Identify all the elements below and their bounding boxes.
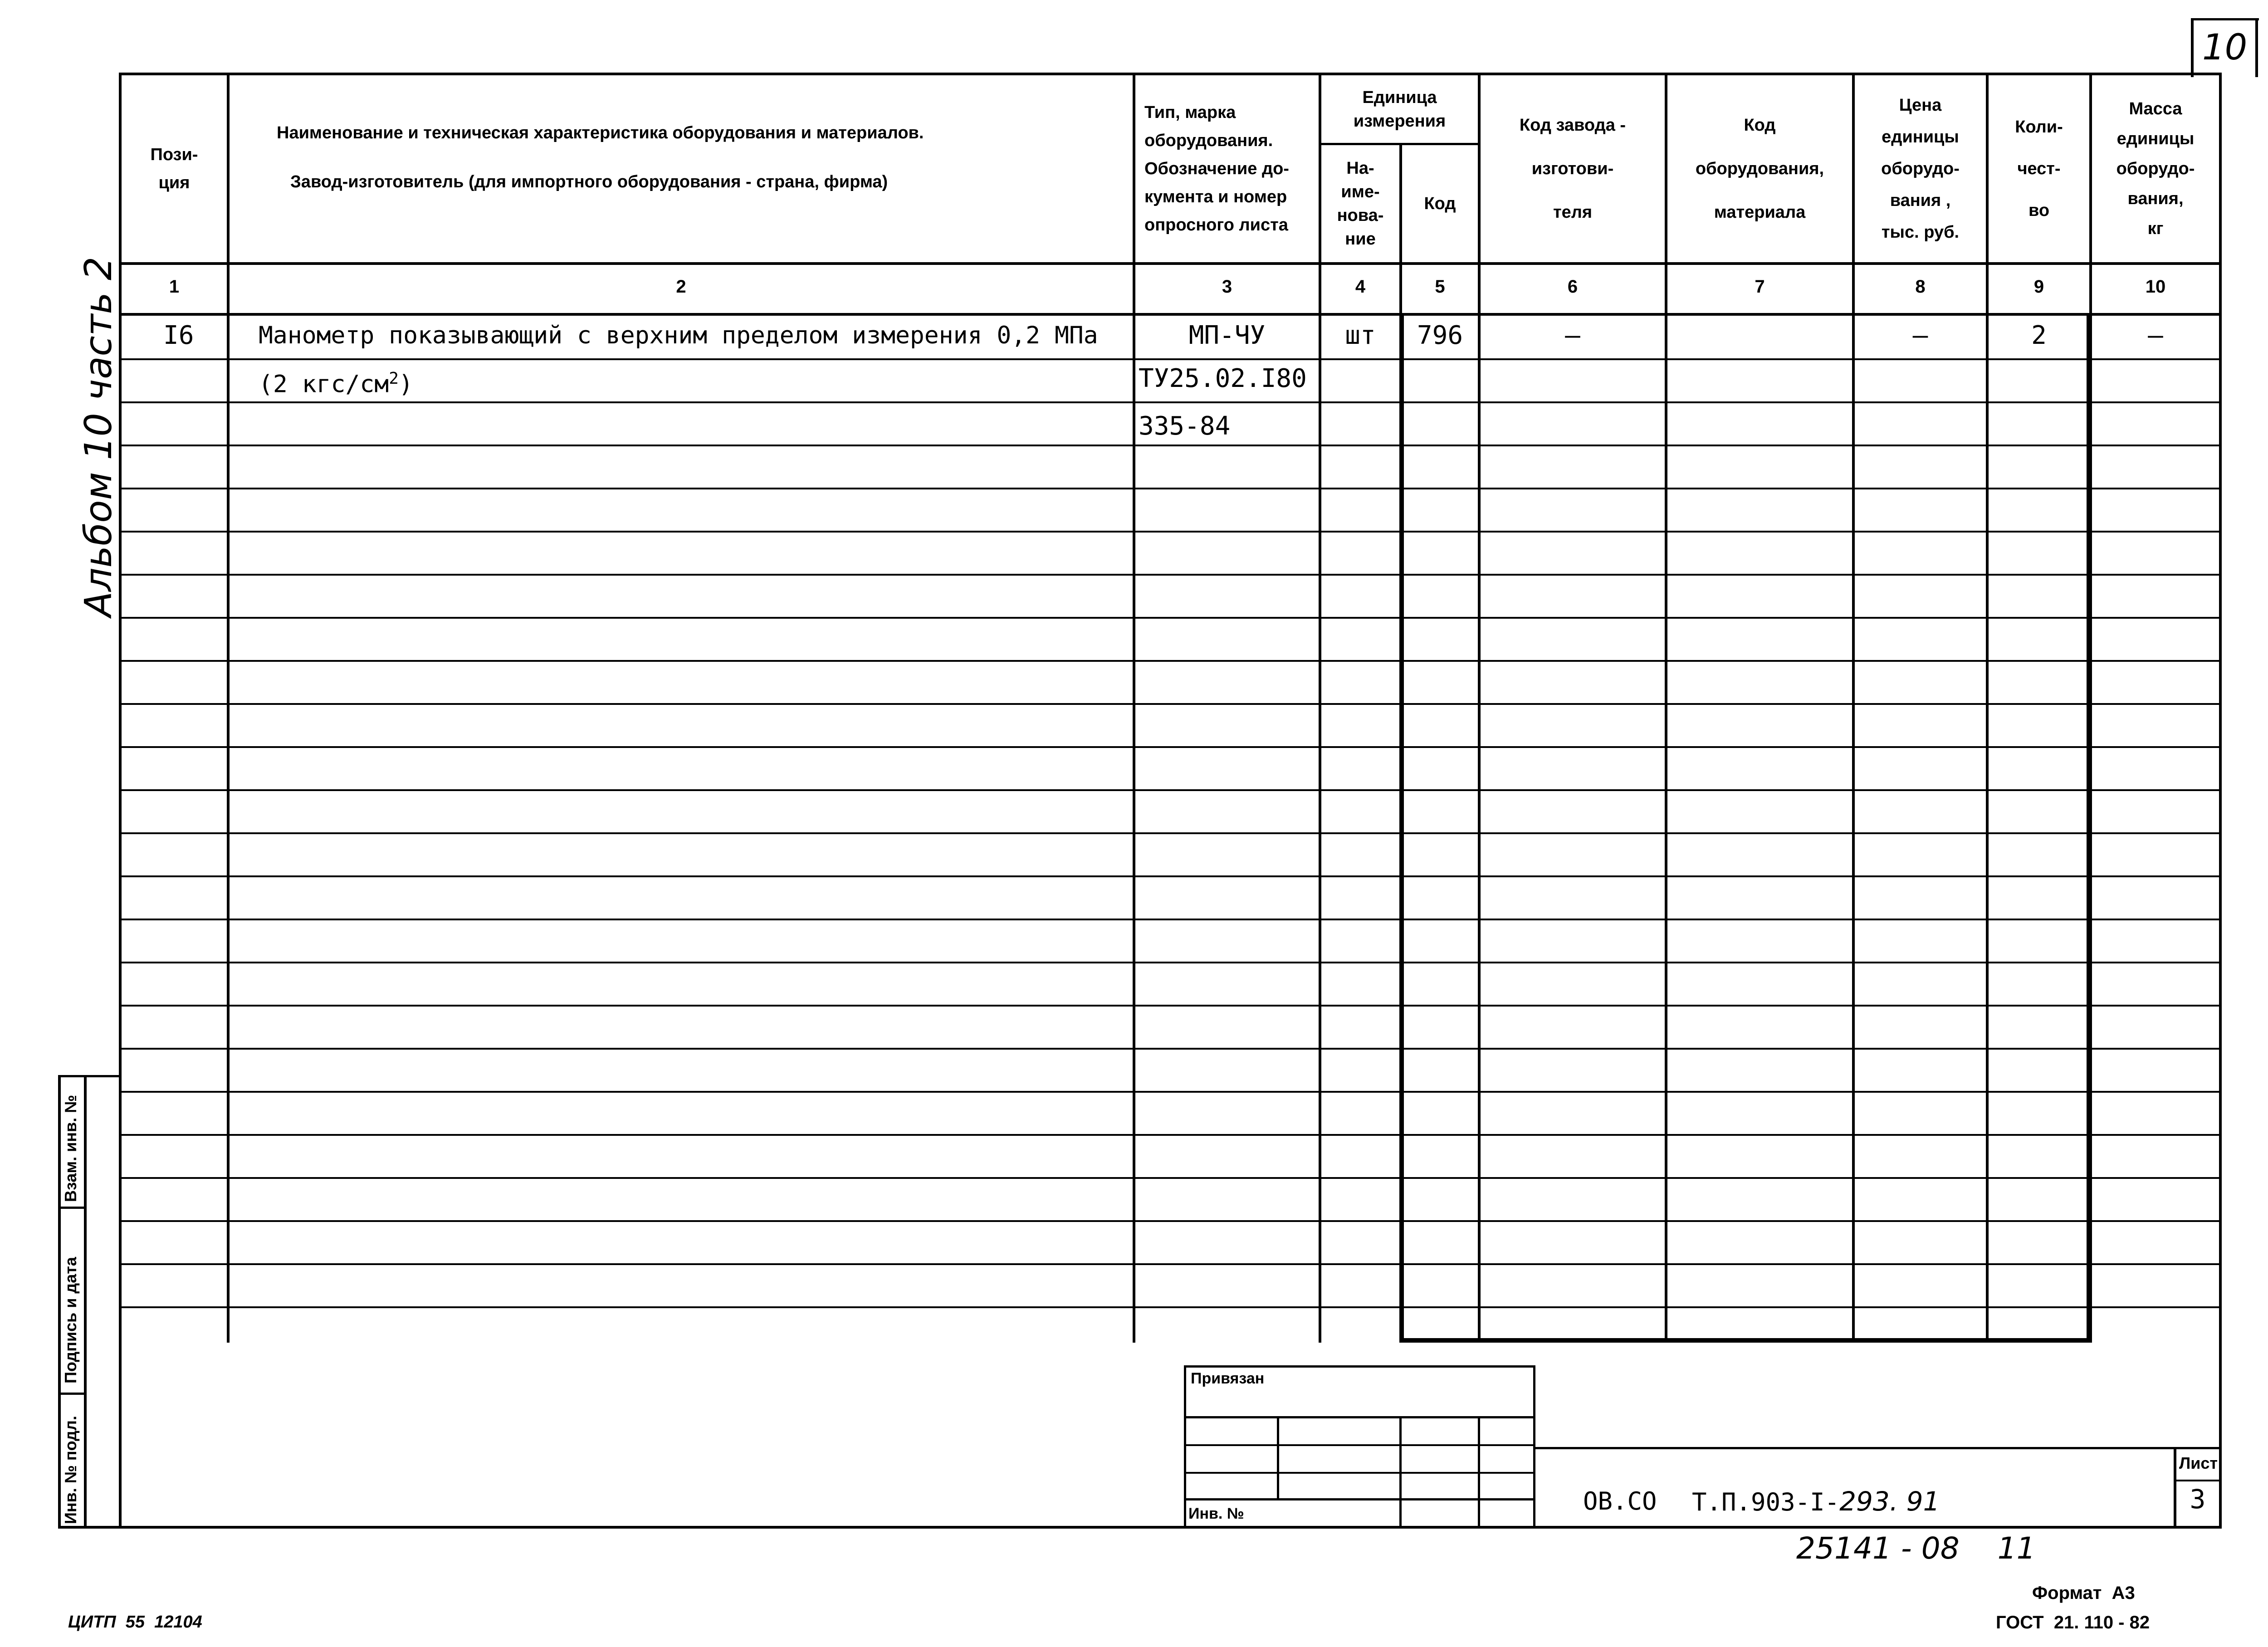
row1-price: – [1912, 321, 1928, 350]
project-prefix: Т.П.903-I- [1692, 1488, 1840, 1516]
col-number-10: 10 [2145, 277, 2166, 297]
row2-type: ТУ25.02.I80 [1139, 364, 1307, 393]
row-divider [119, 1306, 2219, 1308]
bound-label: Привязан [1191, 1370, 1265, 1387]
row-divider [119, 919, 2219, 920]
row1-mass: – [2148, 321, 2163, 350]
side-album-label: Альбом 10 часть 2 [77, 256, 120, 617]
gost-label: ГОСТ 21. 110 - 82 [1996, 1613, 2150, 1632]
row1-unit: шт [1345, 321, 1376, 350]
row-divider [119, 660, 2219, 662]
header-quantity: Коли- чест- во [2015, 117, 2063, 220]
row-divider [119, 703, 2219, 705]
row1-unit-code: 796 [1417, 321, 1463, 350]
row-divider [119, 531, 2219, 533]
header-factory-code: Код завода - изготови- теля [1519, 116, 1626, 222]
col-number-8: 8 [1915, 277, 1926, 297]
row-divider [119, 1134, 2219, 1136]
header-unit-group: Единица измерения [1353, 88, 1446, 131]
header-mass: Масса единицы оборудо- вания, кг [2116, 99, 2195, 238]
col-number-5: 5 [1435, 277, 1445, 297]
col-number-9: 9 [2033, 277, 2044, 297]
row2-name-sup: 2 [389, 369, 399, 388]
col-number-1: 1 [169, 277, 180, 297]
col-number-6: 6 [1567, 277, 1578, 297]
row-divider [119, 1263, 2219, 1265]
sheet-label: Лист [2179, 1454, 2218, 1472]
archive-number: 25141 - 08 11 [1796, 1531, 2036, 1566]
format-label: Формат А3 [2032, 1583, 2135, 1603]
row1-factory-code: – [1565, 321, 1580, 350]
row-divider [119, 1091, 2219, 1093]
row1-type: МП-ЧУ [1188, 321, 1266, 350]
col-number-7: 7 [1755, 277, 1765, 297]
project-hand: 293. 91 [1839, 1486, 1940, 1517]
row-divider [119, 962, 2219, 963]
header-type: Тип, марка оборудования. Обозначение до- кумента и номер опросного листа [1144, 103, 1289, 235]
row2-name-tail: ) [398, 370, 413, 398]
col-number-4: 4 [1355, 277, 1366, 297]
row3-type: 335-84 [1139, 411, 1231, 441]
header-unit-code: Код [1424, 194, 1456, 213]
header-equipment-code: Код оборудования, материала [1695, 116, 1824, 222]
row-divider [119, 789, 2219, 791]
row-divider [119, 401, 2219, 403]
cipp-label: ЦИТП 55 12104 [68, 1613, 202, 1632]
header-unit-name: На- име- нова- ние [1337, 159, 1384, 249]
stamp-original-inv: Инв. № подл. [61, 1416, 80, 1524]
col-number-3: 3 [1222, 277, 1232, 297]
row-divider [119, 875, 2219, 877]
col-number-2: 2 [676, 277, 686, 297]
row1-quantity: 2 [2031, 321, 2047, 350]
header-position: Пози- ция [150, 145, 198, 192]
row-divider [119, 445, 2219, 446]
inv-label: Инв. № [1188, 1505, 1244, 1522]
header-name-line2: Завод-изготовитель (для импортного оборудования - страна, фирма) [290, 172, 888, 191]
row-divider [119, 488, 2219, 489]
row-divider [119, 1048, 2219, 1050]
row-divider [119, 1005, 2219, 1007]
row-divider [119, 1177, 2219, 1179]
project-number [1692, 1488, 1940, 1516]
row-divider [119, 832, 2219, 834]
stamp-signature-date: Подпись и дата [61, 1257, 80, 1383]
stamp-replaced-inv: Взам. инв. № [61, 1095, 80, 1202]
row2-name-main: (2 кгс/см [259, 370, 389, 398]
row-divider [119, 1220, 2219, 1222]
sheet-number-top: 10 [2202, 27, 2248, 68]
row2-name [259, 365, 413, 398]
row-divider [119, 617, 2219, 619]
row1-name: Манометр показывающий с верхним пределом измерения 0,2 МПа [259, 322, 1098, 349]
row-divider [119, 574, 2219, 576]
row1-position: I6 [163, 321, 194, 350]
header-name-line1: Наименование и техническая характеристика оборудования и материалов. [277, 123, 924, 142]
header-price: Цена единицы оборудо- вания , тыс. руб. [1881, 96, 1960, 242]
doc-code: ОВ.СО [1583, 1487, 1657, 1515]
sheet-value: 3 [2190, 1484, 2206, 1515]
row-divider [119, 746, 2219, 748]
row-divider [119, 358, 2219, 360]
